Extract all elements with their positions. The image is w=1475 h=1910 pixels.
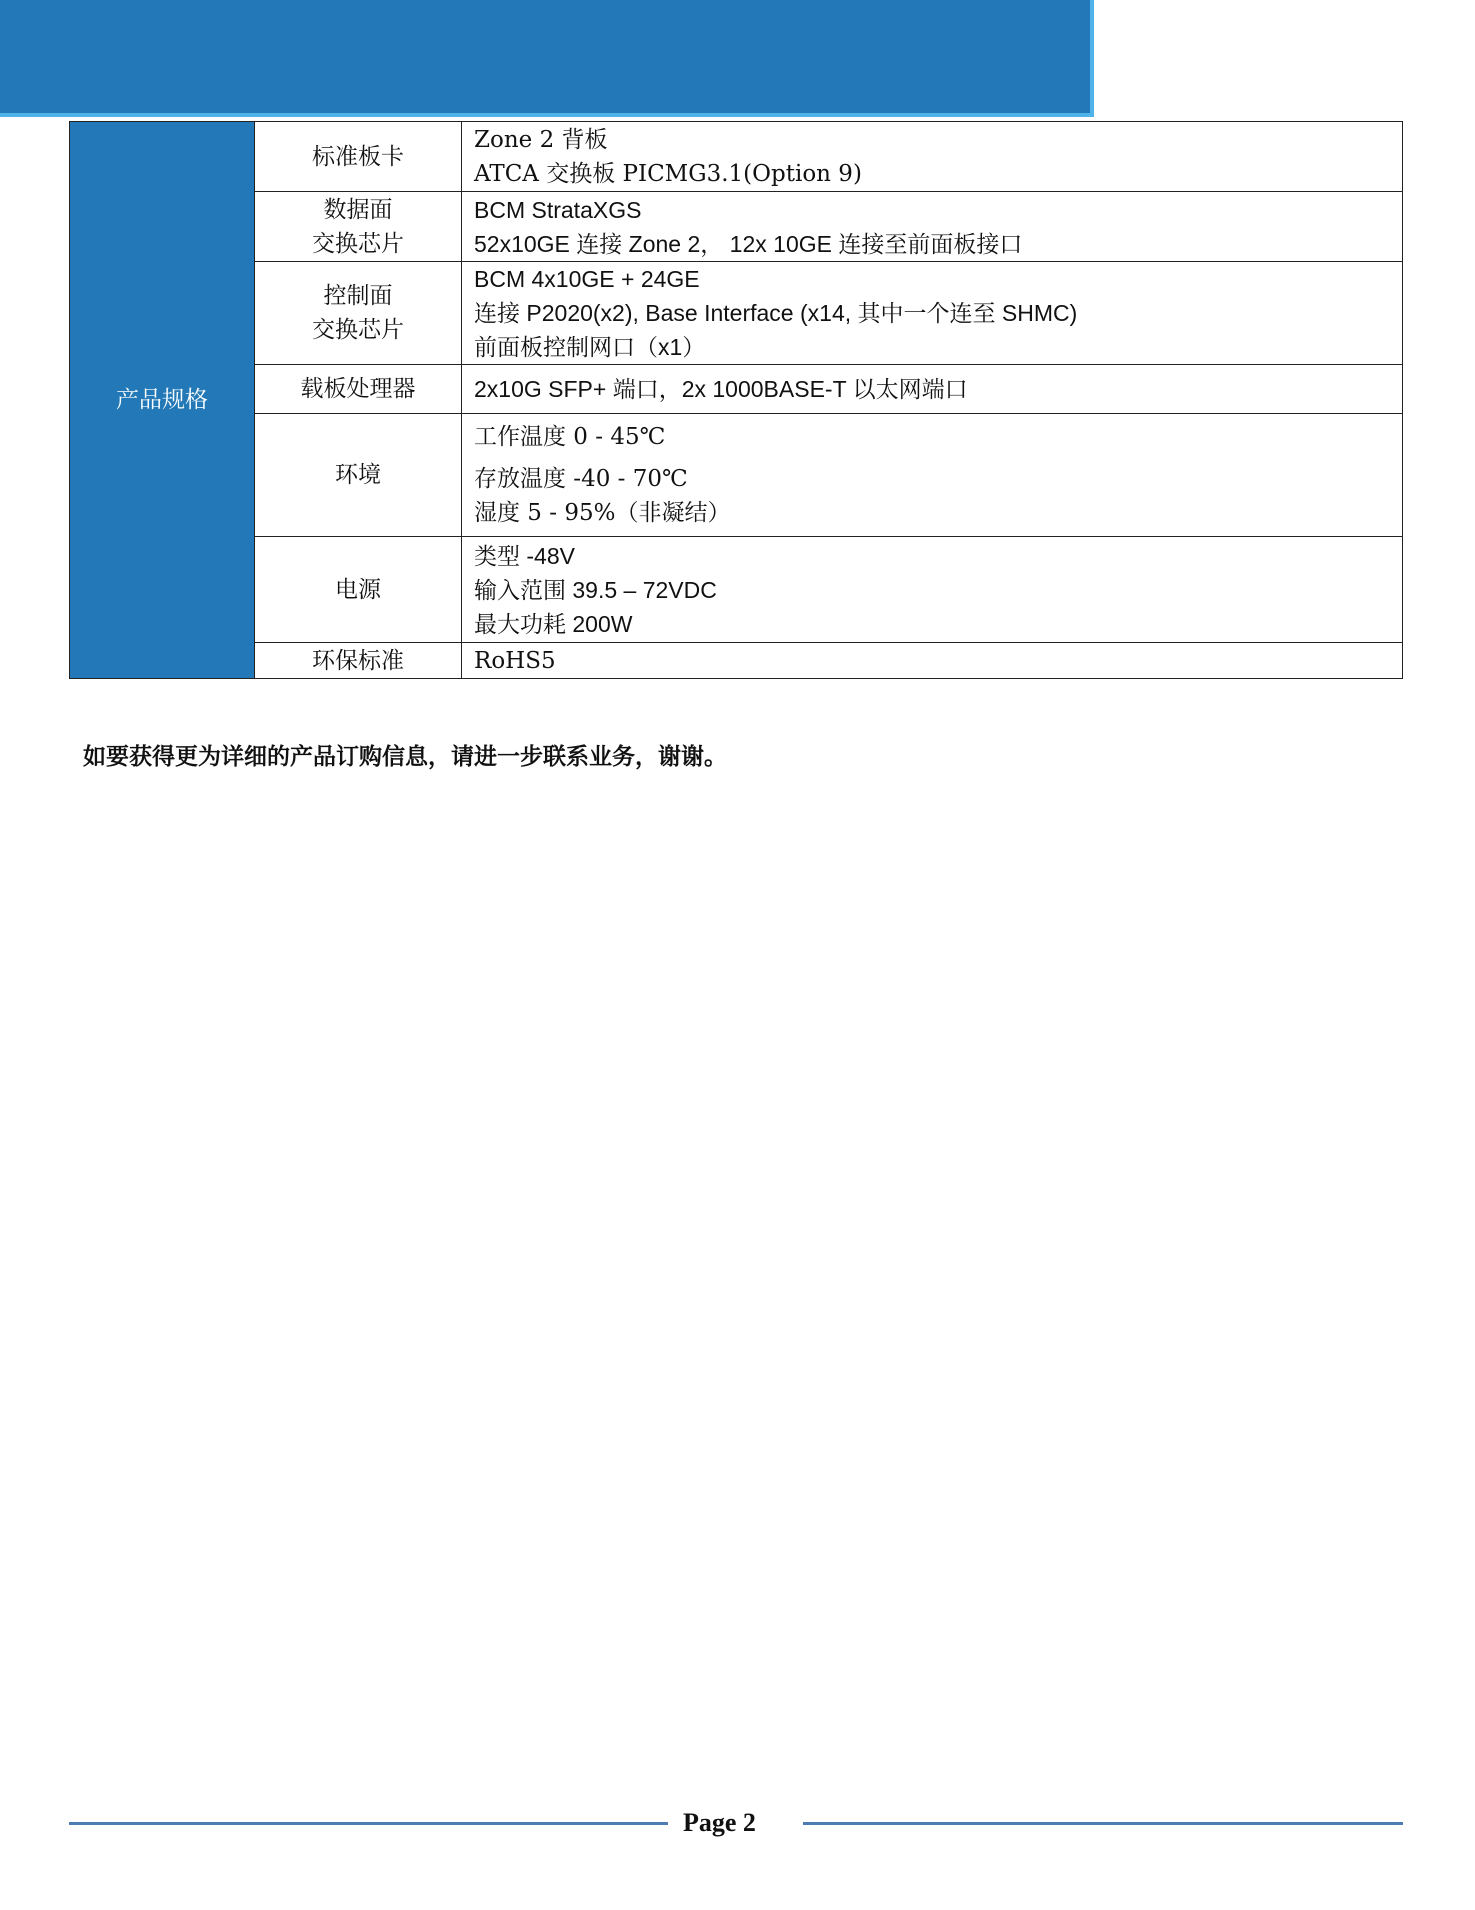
table-row	[70, 365, 1403, 414]
value-line: 湿度 5 - 95%（非凝结）	[474, 500, 731, 526]
row-label	[255, 414, 462, 537]
footer-rule-left	[69, 1822, 668, 1825]
row-value	[462, 122, 1403, 192]
row-value	[462, 365, 1403, 414]
page-number: Page 2	[683, 1808, 756, 1837]
value-line: 工作温度 0 - 45℃	[474, 424, 666, 450]
value-line: 2x10G SFP+ 端口，2x 1000BASE-T 以太网端口	[474, 376, 968, 402]
value-line: 前面板控制网口（x1）	[474, 334, 706, 360]
label-line: 电源	[335, 576, 381, 603]
value-line: BCM 4x10GE + 24GE	[474, 266, 700, 292]
row-label	[255, 192, 462, 262]
footer-rule-right	[803, 1822, 1403, 1825]
label-line: 控制面	[323, 283, 393, 309]
label-line: 载板处理器	[300, 376, 416, 402]
spec-table	[69, 121, 1403, 679]
row-value	[462, 537, 1403, 643]
value-line: BCM StrataXGS	[474, 196, 642, 223]
header-banner	[0, 0, 1094, 117]
value-line: 连接 P2020(x2), Base Interface (x14, 其中一个连至 SHMC)	[474, 300, 1078, 326]
value-line: 存放温度 -40 - 70℃	[474, 466, 688, 492]
table-row	[70, 643, 1403, 679]
row-label	[255, 262, 462, 365]
label-line: 交换芯片	[312, 230, 404, 257]
row-value	[462, 643, 1403, 679]
value-line: 输入范围 39.5 – 72VDC	[474, 576, 717, 603]
table-row	[70, 122, 1403, 192]
row-label	[255, 122, 462, 192]
table-row	[70, 192, 1403, 262]
label-line: 交换芯片	[312, 317, 404, 343]
contact-note: 如要获得更为详细的产品订购信息，请进一步联系业务，谢谢。	[83, 744, 727, 770]
row-value	[462, 262, 1403, 365]
row-label	[255, 643, 462, 679]
label-line: 环境	[335, 462, 381, 488]
table-row	[70, 537, 1403, 643]
table-row	[70, 262, 1403, 365]
label-line: 数据面	[323, 196, 393, 223]
value-line: RoHS5	[474, 647, 556, 674]
table-row	[70, 414, 1403, 537]
value-line: 类型 -48V	[474, 542, 575, 569]
label-line: 标准板卡	[312, 143, 404, 170]
label-line: 环保标准	[312, 647, 404, 674]
row-label	[255, 365, 462, 414]
category-cell: 产品规格	[70, 122, 255, 679]
value-line: 最大功耗 200W	[474, 610, 633, 637]
row-label	[255, 537, 462, 643]
value-line: ATCA 交换板 PICMG3.1(Option 9)	[474, 160, 862, 187]
value-line: Zone 2 背板	[474, 126, 608, 153]
value-line: 52x10GE 连接 Zone 2， 12x 10GE 连接至前面板接口	[474, 230, 1023, 257]
row-value	[462, 192, 1403, 262]
row-value	[462, 414, 1403, 537]
